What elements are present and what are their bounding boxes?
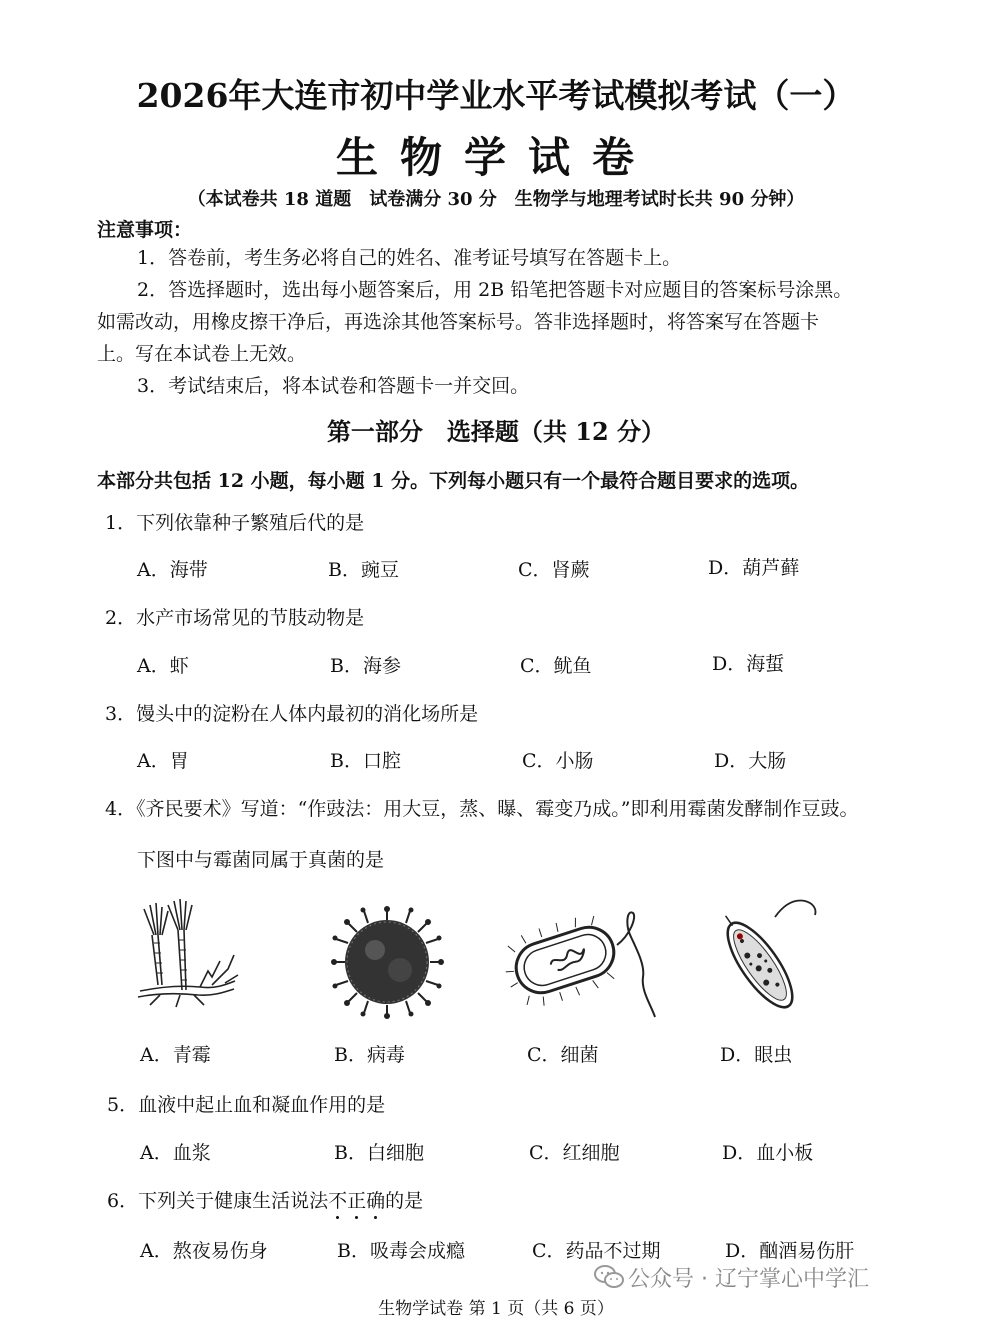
question-2-option-a: A．虾 <box>137 655 189 677</box>
question-4-option-d: D．眼虫 <box>720 1044 793 1066</box>
question-5-option-d: D．血小板 <box>722 1142 814 1164</box>
question-4-option-a: A．青霉 <box>140 1044 211 1066</box>
question-3-option-a: A．胃 <box>137 750 189 772</box>
question-1-option-c: C．肾蕨 <box>518 559 590 581</box>
question-6-emphasis-char-3: 确 <box>366 1186 385 1213</box>
euglena-illustration <box>715 895 825 1020</box>
question-2-option-c: C．鱿鱼 <box>520 655 592 677</box>
wechat-icon <box>594 1264 624 1290</box>
question-6-option-d: D．酗酒易伤肝 <box>725 1240 855 1262</box>
notice-item-3: 3．考试结束后，将本试卷和答题卡一并交回。 <box>137 375 530 397</box>
question-6-stem <box>107 1186 423 1213</box>
question-6-option-c: C．药品不过期 <box>532 1240 661 1262</box>
section-desc: 本部分共包括 12 小题，每小题 1 分。下列每小题只有一个最符合题目要求的选项。 <box>97 470 810 492</box>
question-3-option-b: B．口腔 <box>330 750 401 772</box>
watermark-text: 公众号 · 辽宁掌心中学汇 <box>628 1267 869 1292</box>
subject-title: 生物学试卷 <box>335 133 656 182</box>
question-6-emphasis-char-2: 正 <box>347 1186 366 1213</box>
question-4-option-b: B．病毒 <box>334 1044 405 1066</box>
notice-item-2-line-1: 2．答选择题时，选出每小题答案后，用 2B 铅笔把答题卡对应题目的答案标号涂黑。 <box>137 279 853 301</box>
question-2-stem: 2．水产市场常见的节肢动物是 <box>105 607 365 629</box>
question-5-option-a: A．血浆 <box>140 1142 211 1164</box>
question-6-emphasis-char-1: 不 <box>328 1186 347 1213</box>
question-1-stem: 1．下列依靠种子繁殖后代的是 <box>105 512 365 534</box>
question-5-stem: 5．血液中起止血和凝血作用的是 <box>107 1094 386 1116</box>
question-5-option-c: C．红细胞 <box>529 1142 620 1164</box>
question-5-option-b: B．白细胞 <box>334 1142 424 1164</box>
penicillium-illustration <box>130 895 245 1015</box>
notice-item-1: 1．答卷前，考生务必将自己的姓名、准考证号填写在答题卡上。 <box>137 247 682 269</box>
notice-item-2-line-2: 如需改动，用橡皮擦干净后，再选涂其他答案标号。答非选择题时，将答案写在答题卡 <box>97 311 820 333</box>
bacterium-illustration <box>505 905 670 1020</box>
question-2-option-d: D．海蜇 <box>712 653 785 675</box>
question-4-option-c: C．细菌 <box>527 1044 599 1066</box>
question-4-stem-line-2: 下图中与霉菌同属于真菌的是 <box>137 849 385 871</box>
virus-illustration <box>330 905 445 1020</box>
page-footer: 生物学试卷 第 1 页（共 6 页） <box>378 1299 614 1319</box>
section-title: 第一部分 选择题（共 12 分） <box>326 417 666 446</box>
question-3-option-c: C．小肠 <box>522 750 594 772</box>
question-3-stem: 3．馒头中的淀粉在人体内最初的消化场所是 <box>105 703 479 725</box>
question-1-option-d: D．葫芦藓 <box>708 557 800 579</box>
question-6-stem-prefix: 6．下列关于健康生活说法 <box>107 1190 329 1212</box>
question-1-option-b: B．豌豆 <box>328 559 399 581</box>
question-2-option-b: B．海参 <box>330 655 401 677</box>
question-6-option-a: A．熬夜易伤身 <box>140 1240 268 1262</box>
question-3-option-d: D．大肠 <box>714 750 787 772</box>
notice-title: 注意事项： <box>97 219 193 241</box>
exam-info: （本试卷共 18 道题 试卷满分 30 分 生物学与地理考试时长共 90 分钟） <box>187 189 805 210</box>
notice-item-2-line-3: 上。写在本试卷上无效。 <box>97 343 307 365</box>
question-4-stem: 4．《齐民要术》写道：“作豉法：用大豆，蒸、曝、霉变乃成。”即利用霉菌发酵制作豆豉。 <box>105 798 859 820</box>
question-6-stem-suffix: 的是 <box>385 1190 424 1212</box>
exam-title: 2026年大连市初中学业水平考试模拟考试（一） <box>136 76 856 115</box>
question-1-option-a: A．海带 <box>137 559 208 581</box>
question-6-option-b: B．吸毒会成瘾 <box>337 1240 465 1262</box>
